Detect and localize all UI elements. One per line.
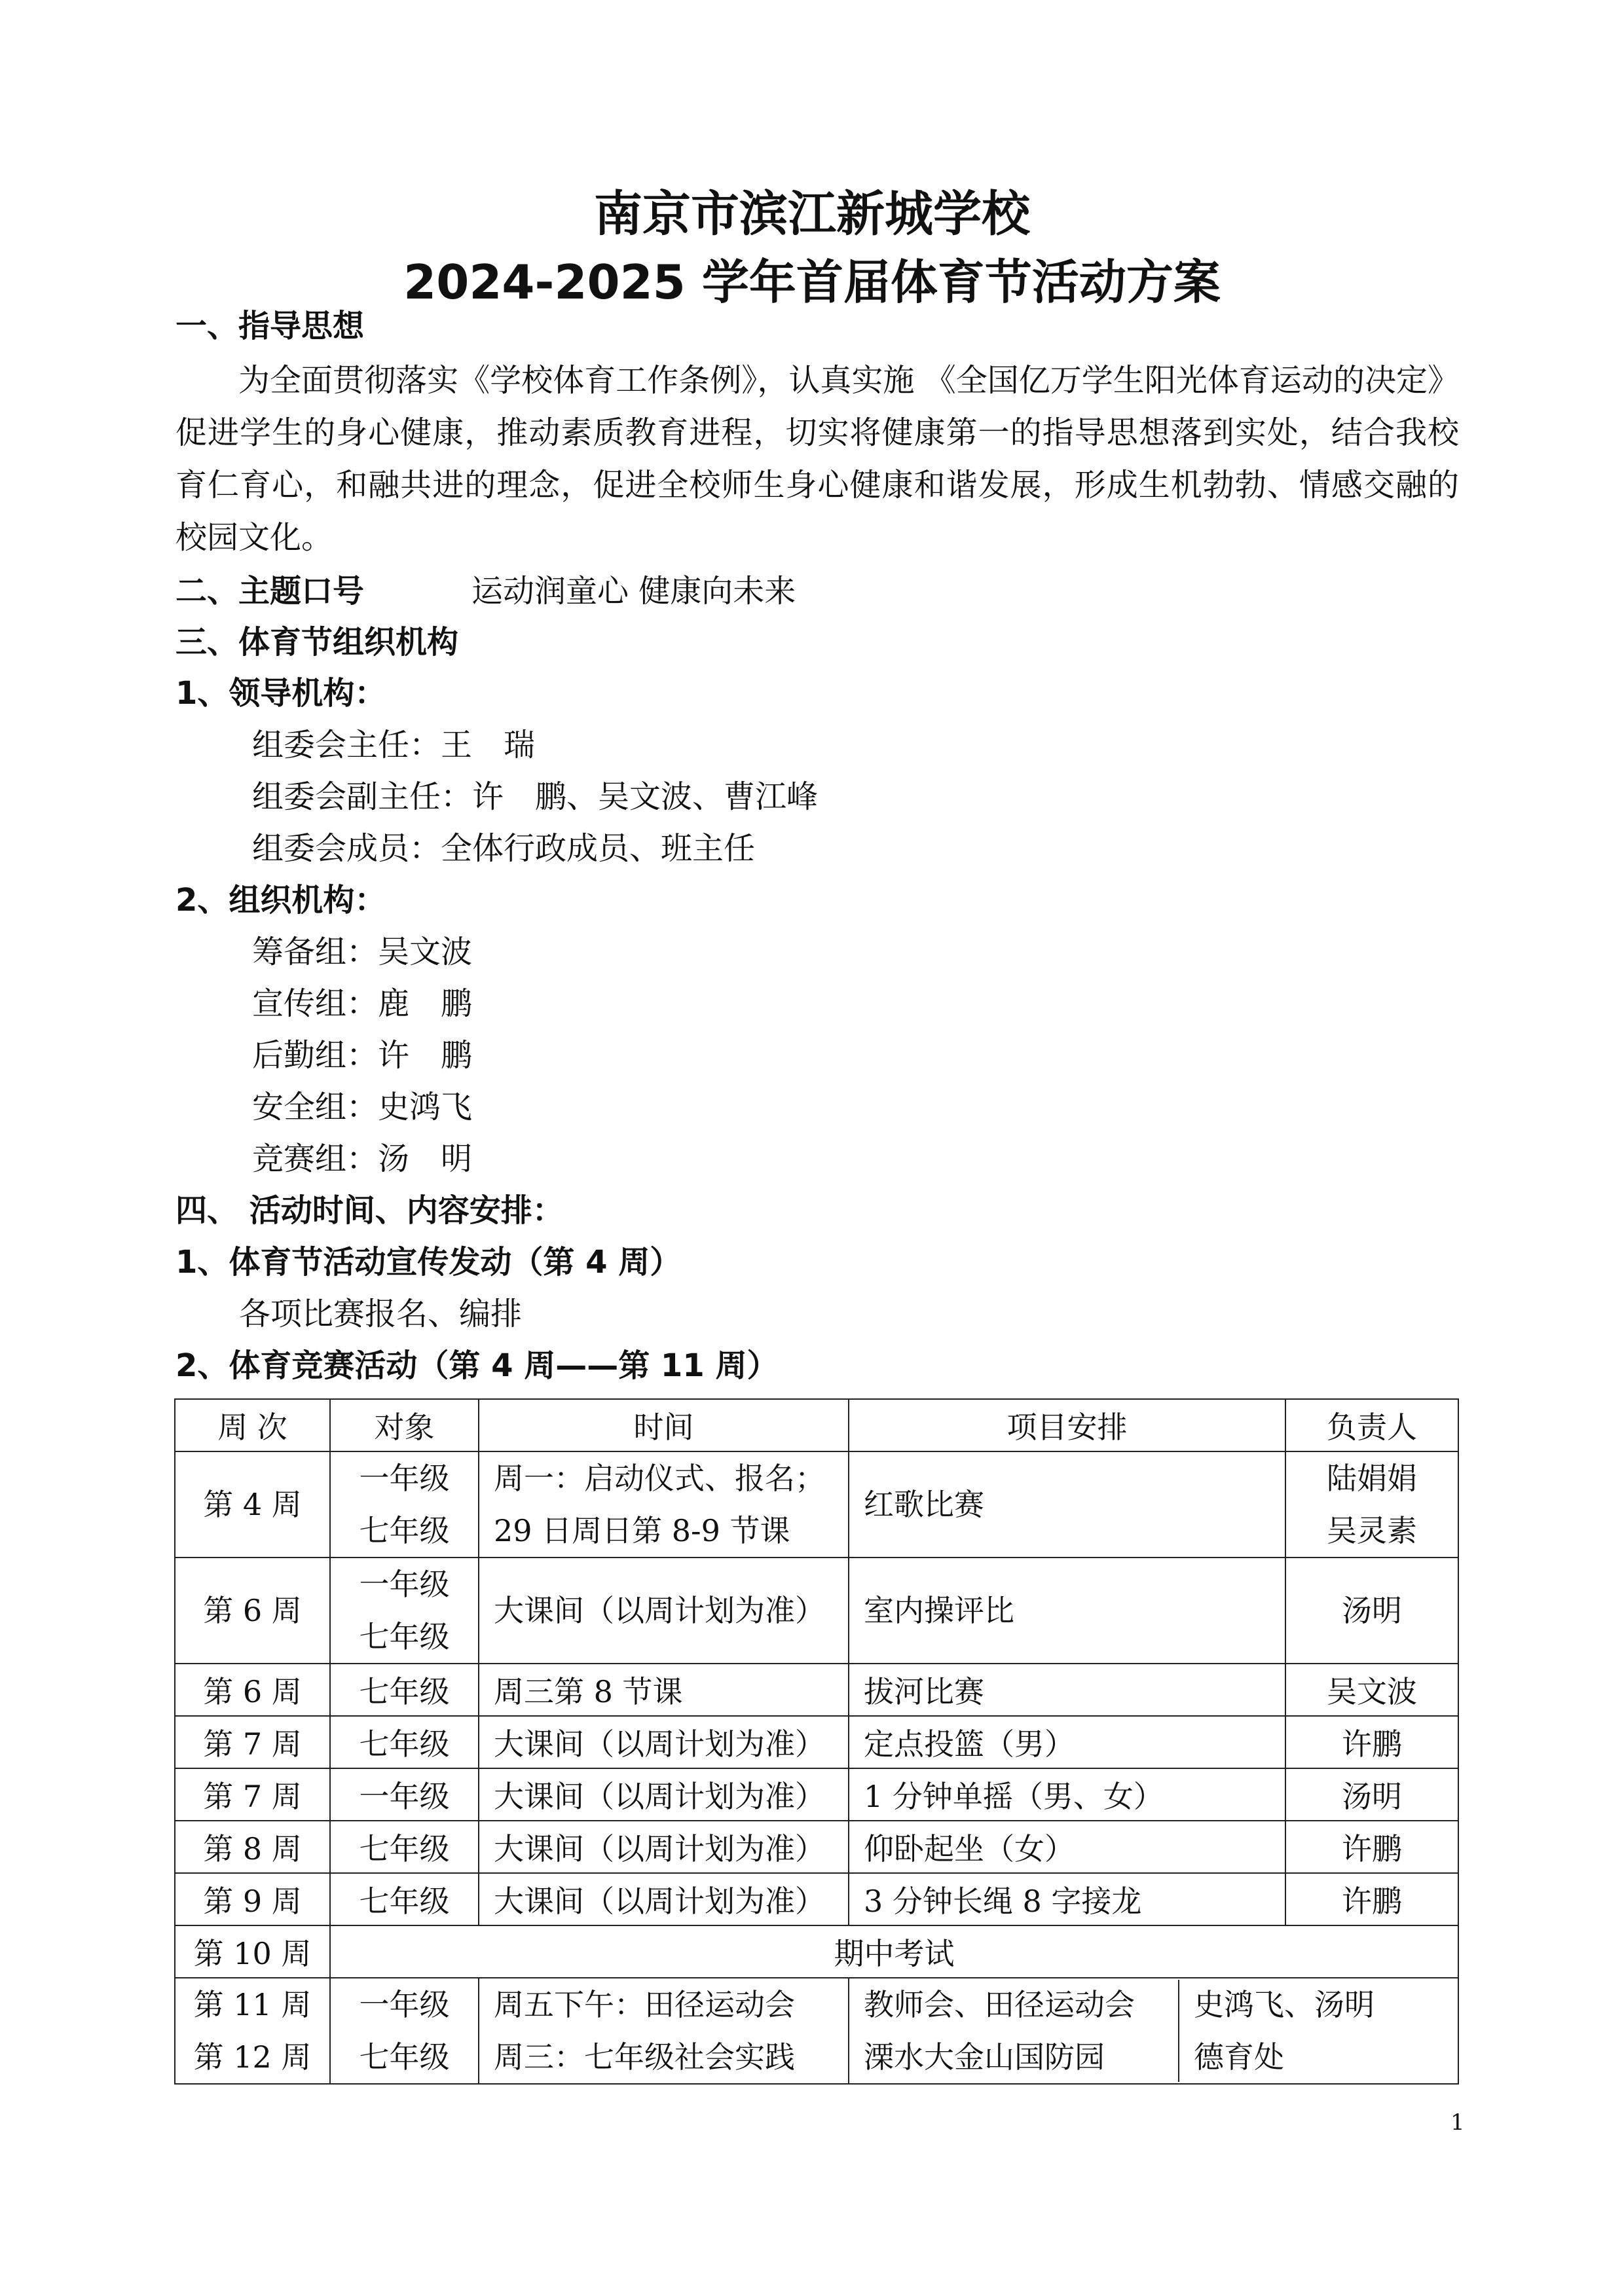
table-row (175, 1873, 1458, 1925)
cell-week: 第 10 周 (175, 1925, 330, 1978)
cell-time (479, 1978, 849, 2084)
cell-week (175, 1558, 330, 1664)
table-header-row (175, 1399, 1458, 1451)
cell-target-line: 七年级 (359, 1831, 450, 1867)
cell-target (330, 1716, 479, 1768)
cell-target (330, 1873, 479, 1925)
cell-item (849, 1980, 1179, 2082)
cell-week-line: 第 11 周 (193, 1987, 312, 2022)
cell-target (330, 1664, 479, 1716)
cell-time (479, 1873, 849, 1925)
cell-exam-note: 期中考试 (330, 1925, 1458, 1978)
cell-time-line: 大课间（以周计划为准） (494, 1726, 825, 1762)
cell-lead (1285, 1716, 1458, 1768)
cell-target (330, 1768, 479, 1821)
cell-time-line: 大课间（以周计划为准） (494, 1779, 825, 1814)
header-target: 对象 (330, 1399, 479, 1451)
section1-heading: 一、指导思想 (175, 308, 365, 344)
table-row (175, 1558, 1458, 1664)
header-time: 时间 (479, 1399, 849, 1451)
cell-time (479, 1664, 849, 1716)
cell-item (849, 1821, 1285, 1873)
leadership-heading: 1、领导机构： (175, 675, 386, 712)
cell-target-line: 一年级 (359, 1567, 450, 1602)
cell-item (849, 1873, 1285, 1925)
cell-lead-line: 吴文波 (1327, 1674, 1417, 1709)
cell-time-line: 大课间（以周计划为准） (494, 1831, 825, 1867)
cell-week-line: 第 4 周 (203, 1487, 302, 1522)
section4-heading: 四、 活动时间、内容安排： (175, 1192, 564, 1229)
cell-lead (1285, 1664, 1458, 1716)
cell-time-line: 周三：七年级社会实践 (494, 2039, 795, 2075)
cell-week-line: 第 7 周 (203, 1726, 302, 1762)
cell-lead (1285, 1558, 1458, 1664)
cell-week (175, 1716, 330, 1768)
table-row (175, 1821, 1458, 1873)
cell-time-line: 周三第 8 节课 (494, 1674, 683, 1709)
cell-lead (1285, 1451, 1458, 1558)
cell-item-line: 红歌比赛 (864, 1487, 984, 1522)
cell-time (479, 1451, 849, 1558)
cell-item-line: 定点投篮（男） (864, 1726, 1075, 1762)
cell-target (330, 1978, 479, 2084)
cell-item (849, 1716, 1285, 1768)
item2-heading: 2、体育竞赛活动（第 4 周——第 11 周） (175, 1347, 779, 1384)
cell-item (849, 1558, 1285, 1664)
org-line-logistics: 后勤组：许 鹏 (252, 1037, 473, 1074)
schedule-table (174, 1398, 1459, 2085)
cell-item-line: 室内操评比 (864, 1593, 1014, 1628)
cell-target-line: 一年级 (359, 1461, 450, 1496)
page-number: 1 (1450, 2109, 1465, 2136)
cell-lead (1285, 1768, 1458, 1821)
org-line-publicity: 宣传组：鹿 鹏 (252, 985, 473, 1022)
cell-item-line: 3 分钟长绳 8 字接龙 (864, 1884, 1142, 1919)
cell-time (479, 1768, 849, 1821)
cell-week (175, 1768, 330, 1821)
leadership-line-vice-director: 组委会副主任：许 鹏、吴文波、曹江峰 (252, 778, 819, 815)
cell-week-line: 第 6 周 (203, 1674, 302, 1709)
section3-heading: 三、体育节组织机构 (175, 624, 459, 661)
cell-week-line: 第 7 周 (203, 1779, 302, 1814)
cell-lead-line: 史鸿飞、汤明 (1194, 1987, 1375, 2022)
table-row (175, 1768, 1458, 1821)
cell-week (175, 1821, 330, 1873)
cell-target-line: 七年级 (359, 1884, 450, 1919)
cell-time-line: 29 日周日第 8-9 节课 (494, 1513, 790, 1548)
cell-target (330, 1451, 479, 1558)
item1-heading: 1、体育节活动宣传发动（第 4 周） (175, 1244, 682, 1281)
cell-week-line: 第 9 周 (203, 1884, 302, 1919)
cell-lead (1285, 1821, 1458, 1873)
item1-body: 各项比赛报名、编排 (239, 1296, 523, 1332)
cell-item-line: 拔河比赛 (864, 1674, 984, 1709)
cell-lead (1285, 1873, 1458, 1925)
cell-week (175, 1978, 330, 2084)
cell-lead-line: 许鹏 (1342, 1831, 1402, 1867)
cell-lead-line: 汤明 (1342, 1779, 1402, 1814)
cell-lead-line: 许鹏 (1342, 1884, 1402, 1919)
cell-target-line: 七年级 (359, 1726, 450, 1762)
organization-heading: 2、组织机构： (175, 882, 386, 919)
table-row (175, 1664, 1458, 1716)
cell-target-line: 七年级 (359, 1513, 450, 1548)
cell-target (330, 1821, 479, 1873)
cell-time (479, 1821, 849, 1873)
section2-heading: 二、主题口号 (175, 573, 365, 610)
cell-lead-line: 陆娟娟 (1327, 1461, 1417, 1496)
cell-week (175, 1873, 330, 1925)
cell-item (849, 1664, 1285, 1716)
cell-time (479, 1558, 849, 1664)
cell-target-line: 七年级 (359, 1674, 450, 1709)
cell-week-line: 第 8 周 (203, 1831, 302, 1867)
org-line-safety: 安全组：史鸿飞 (252, 1089, 473, 1125)
cell-target (330, 1558, 479, 1664)
cell-item (849, 1768, 1285, 1821)
cell-lead-line: 许鹏 (1342, 1726, 1402, 1762)
cell-target-line: 七年级 (359, 2039, 450, 2075)
header-lead: 负责人 (1285, 1399, 1458, 1451)
cell-item-line: 溧水大金山国防园 (864, 2039, 1105, 2075)
cell-time-line: 周五下午：田径运动会 (494, 1987, 795, 2022)
cell-week (175, 1451, 330, 1558)
cell-item-line: 教师会、田径运动会 (864, 1987, 1135, 2022)
cell-week-line: 第 6 周 (203, 1593, 302, 1628)
cell-lead-line: 汤明 (1342, 1593, 1402, 1628)
cell-time-line: 周一：启动仪式、报名； (494, 1461, 825, 1496)
cell-time (479, 1716, 849, 1768)
org-line-competition: 竞赛组：汤 明 (252, 1140, 473, 1177)
document-title-school: 南京市滨江新城学校 (594, 186, 1030, 242)
cell-item (849, 1451, 1285, 1558)
cell-target-line: 一年级 (359, 1987, 450, 2022)
cell-item-line: 1 分钟单摇（男、女） (864, 1779, 1164, 1814)
cell-lead-line: 德育处 (1194, 2039, 1284, 2075)
slogan-text: 运动润童心 健康向未来 (471, 573, 796, 610)
cell-time-line: 大课间（以周计划为准） (494, 1593, 825, 1628)
table-row-final (175, 1978, 1458, 2084)
document-title-plan: 2024-2025 学年首届体育节活动方案 (403, 255, 1221, 310)
header-week: 周 次 (175, 1399, 330, 1451)
leadership-line-members: 组委会成员：全体行政成员、班主任 (252, 830, 756, 867)
table-row-exam (175, 1925, 1458, 1978)
cell-week-line: 第 12 周 (193, 2039, 312, 2075)
cell-target-line: 一年级 (359, 1779, 450, 1814)
cell-week (175, 1664, 330, 1716)
table-row (175, 1451, 1458, 1558)
table-row (175, 1716, 1458, 1768)
header-item: 项目安排 (849, 1399, 1285, 1451)
cell-lead-line: 吴灵素 (1327, 1513, 1417, 1548)
cell-item-and-lead (849, 1978, 1458, 2084)
cell-lead (1179, 1980, 1458, 2082)
leadership-line-director: 组委会主任：王 瑞 (252, 727, 536, 763)
org-line-preparation: 筹备组：吴文波 (252, 934, 473, 970)
cell-target-line: 七年级 (359, 1619, 450, 1654)
cell-time-line: 大课间（以周计划为准） (494, 1884, 825, 1919)
section1-paragraph: 为全面贯彻落实《学校体育工作条例》，认真实施 《全国亿万学生阳光体育运动的决定》促进学生的身心健康，推动素质教育进程，切实将健康第一的指导思想落到实处，结合我校育仁育心，和融共进的理念，促进全校师生身心健康和谐发展，形成生机勃勃、情感交融的校园文化。 (175, 362, 1459, 556)
cell-item-line: 仰卧起坐（女） (864, 1831, 1075, 1867)
